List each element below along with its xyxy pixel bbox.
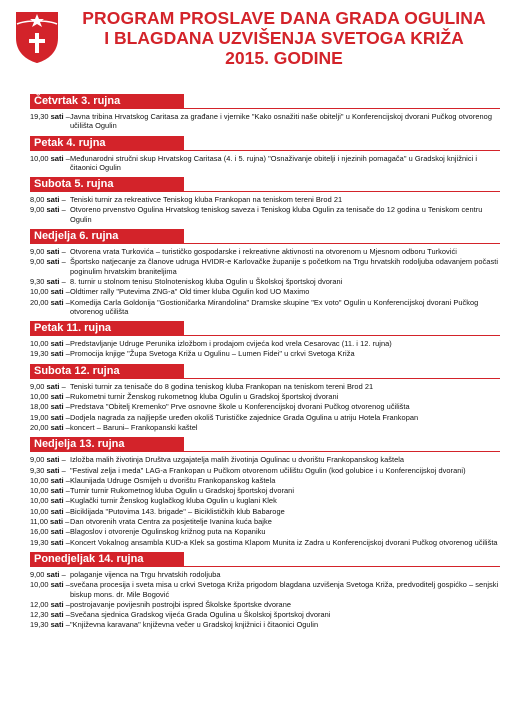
event-time: 9,00 sati – [30, 569, 66, 579]
event-time-value: 16,00 [30, 527, 49, 537]
event-time-value: 11,00 [30, 517, 48, 527]
day-section [30, 136, 500, 175]
event-row [30, 382, 500, 391]
event-time-unit: sati [46, 381, 60, 391]
event-time-value: 19,30 [30, 537, 49, 547]
event-time-value: 20,00 [30, 297, 49, 307]
event-time: 19,30 sati – [30, 112, 70, 121]
event-time-value: 10,00 [30, 475, 49, 485]
day-heading: Ponedjeljak 14. rujna [30, 552, 184, 567]
event-row [30, 455, 500, 464]
event-list [30, 336, 500, 361]
event-description: Biciklijada "Putovima 143. brigade" – Biciklističkih klub Babaroge [70, 506, 285, 516]
event-time: 10,00 sati – [30, 392, 70, 402]
event-time: 9,00 sati – [30, 455, 66, 465]
event-description: Predstavljanje Udruge Perunika izložbom i prodajom cvijeća kod vrela Cesarovac (11. i 12. rujna) [70, 339, 392, 349]
event-time-value: 9,00 [30, 205, 45, 215]
event-description: Otvorena vrata Turkovića – turističko gospodarske i rekreativne aktivnosti na otvorenom u Mjesnom odboru Turkovići [70, 247, 457, 257]
event-time-unit: sati [50, 287, 64, 297]
title-line-3: 2015. GODINE [225, 48, 343, 68]
event-time-value: 10,00 [30, 486, 49, 496]
event-time: 19,30 sati – [30, 620, 70, 630]
event-time-value: 9,00 [30, 247, 45, 257]
day-heading: Nedjelja 13. rujna [30, 437, 184, 452]
event-time: 9,00 sati – [30, 247, 66, 257]
event-time-unit: sati [50, 486, 64, 496]
event-description: Rukometni turnir Ženskog rukometnog kluba Ogulin u Gradskoj športskoj dvorani [70, 392, 339, 402]
event-time-unit: sati [46, 247, 60, 257]
event-list [30, 109, 500, 133]
event-row [30, 580, 500, 599]
event-time: 9,00 sati – [30, 257, 66, 267]
event-time: 19,30 sati – [30, 349, 70, 359]
event-time: 10,00 sati – [30, 287, 70, 297]
event-time: 10,00 sati – [30, 153, 70, 163]
event-time: 9,00 sati – [30, 381, 66, 391]
event-row [30, 517, 500, 526]
event-row [30, 298, 500, 317]
event-description: Klaunijada Udruge Osmijeh u dvorištu Frankopanskog kaštela [70, 475, 276, 485]
event-time-unit: sati [50, 610, 64, 620]
day-section [30, 177, 500, 226]
event-description: "Književna karavana" književna večer u Gradskoj knjižnici i čitaonici Ogulin [70, 620, 319, 630]
event-time: 20,00 sati – [30, 297, 70, 307]
event-time-unit: sati [46, 205, 60, 215]
day-heading: Četvrtak 3. rujna [30, 94, 184, 109]
event-time-value: 9,00 [30, 381, 45, 391]
event-time: 20,00 sati – [30, 422, 70, 432]
event-time-value: 10,00 [30, 287, 49, 297]
event-time-value: 19,30 [30, 349, 49, 359]
event-time-value: 9,30 [30, 465, 45, 475]
event-time: 19,00 sati – [30, 412, 70, 422]
event-description: postrojavanje povijesnih postrojbi ispred Školske športske dvorane [70, 599, 292, 609]
event-row [30, 527, 500, 536]
day-heading: Subota 5. rujna [30, 177, 184, 192]
event-description: Komedija Carla Goldonija "Gostioničarka Mirandolina" Dramske skupine "Ex voto" Ogulin u Konferencijskoj dvorani Pučkog otvorenog učilišta [70, 297, 479, 316]
event-description: Teniski turnir za tenisače do 8 godina teniskog kluba Frankopan na teniskom tereni Brod 21 [70, 381, 374, 391]
event-time: 9,00 sati – [30, 205, 66, 215]
event-time: 18,00 sati – [30, 402, 70, 412]
event-description: Koncert Vokalnog ansambla KUD-a Klek sa gostima Klapom Munita iz Zadra u Konferencijskoj dvorani Pučkog otvorenog učilišta [70, 537, 498, 547]
event-time-unit: sati [46, 276, 60, 286]
event-time-value: 8,00 [30, 195, 45, 205]
event-row [30, 620, 500, 629]
event-list [30, 567, 500, 632]
header [0, 0, 510, 88]
event-description: Otvoreno prvenstvo Ogulina Hrvatskog teniskog saveza i Teniskog kluba Ogulin za tenisače do 12 godina u Teniskom centru Ogulin [70, 205, 483, 224]
event-row [30, 277, 500, 286]
coat-of-arms-icon [14, 10, 60, 64]
event-description: Športsko natjecanje za članove udruga HVIDR-e Karlovačke županije s početkom na Trgu hrvatskih rodoljuba odavanjem počasti poginulim hrvatskim braniteljima [70, 257, 499, 276]
day-section [30, 437, 500, 549]
event-time-unit: sati [46, 257, 60, 267]
event-time-unit: sati [50, 112, 64, 121]
event-time: 10,00 sati – [30, 486, 70, 496]
event-time-unit: sati [50, 517, 64, 527]
event-time-unit: sati [50, 527, 64, 537]
event-row [30, 349, 500, 358]
event-time: 10,00 sati – [30, 475, 70, 485]
event-time-unit: sati [50, 392, 64, 402]
day-heading: Petak 4. rujna [30, 136, 184, 151]
event-time-unit: sati [50, 297, 64, 307]
event-time-unit: sati [50, 580, 64, 590]
event-row [30, 570, 500, 579]
event-row [30, 413, 500, 422]
event-time-value: 12,30 [30, 610, 49, 620]
event-description: polaganje vijenca na Trgu hrvatskih rodoljuba [70, 569, 221, 579]
event-time-unit: sati [50, 496, 64, 506]
day-heading: Subota 12. rujna [30, 364, 184, 379]
event-time-unit: sati [46, 195, 60, 205]
event-row [30, 610, 500, 619]
event-list [30, 379, 500, 434]
event-time-value: 18,00 [30, 402, 49, 412]
event-list [30, 192, 500, 226]
event-time-value: 10,00 [30, 496, 49, 506]
event-row [30, 423, 500, 432]
event-description: Oldtimer rally "Putevima ZNG-a" Old timer kluba Ogulin kod UO Maximo [70, 287, 310, 297]
event-time-unit: sati [50, 475, 64, 485]
event-description: Promocija knjige "Župa Svetoga Križa u Ogulinu – Lumen Fidei" u crkvi Svetoga Križa [70, 349, 355, 359]
event-list [30, 244, 500, 318]
event-time-unit: sati [50, 402, 64, 412]
event-row [30, 339, 500, 348]
event-time-value: 20,00 [30, 422, 49, 432]
event-time-unit: sati [50, 537, 64, 547]
event-time-unit: sati [50, 422, 64, 432]
event-list [30, 452, 500, 549]
event-description: Javna tribina Hrvatskog Caritasa za građane i vjernike "Kako osnažiti naše obitelji" u Konferencijskoj dvorani Pučkog otvorenog učilišta Ogulin [70, 112, 492, 131]
event-time-unit: sati [50, 339, 64, 349]
event-time-unit: sati [50, 599, 64, 609]
title-line-2: I BLAGDANA UZVIŠENJA SVETOGA KRIŽA [104, 28, 464, 48]
day-section [30, 364, 500, 434]
event-description: Svečana sjednica Gradskog vijeća Grada Ogulina u Školskoj športskoj dvorani [70, 610, 331, 620]
event-description: koncert – Baruni– Frankopanski kaštel [70, 422, 198, 432]
event-time-unit: sati [46, 455, 60, 465]
event-time-unit: sati [50, 153, 64, 163]
event-row [30, 507, 500, 516]
event-list [30, 151, 500, 175]
event-time: 10,00 sati – [30, 339, 70, 349]
event-time: 12,30 sati – [30, 610, 70, 620]
event-time-value: 19,00 [30, 412, 49, 422]
event-time: 10,00 sati – [30, 496, 70, 506]
event-description: svečana procesija i sveta misa u crkvi Svetoga Križa prigodom blagdana uzvišenja Svetoga Križa, predvoditelj gospićko – senjski biskup mons. dr. Mile Bogović [70, 580, 499, 599]
day-section [30, 552, 500, 632]
event-row [30, 600, 500, 609]
event-time-unit: sati [46, 465, 60, 475]
event-time-value: 10,00 [30, 339, 49, 349]
event-description: "Festival zelja i meda" LAG-a Frankopan u Pučkom otvorenom učilištu Ogulin (kod golubice i u Konferencijskoj dvorani) [70, 465, 466, 475]
page-title [74, 8, 494, 68]
event-time: 12,00 sati – [30, 599, 70, 609]
event-description: Predstava "Obitelj Kremenko" Prve osnovne škole u Konferencijskoj dvorani Pučkog otvorenog učilišta [70, 402, 410, 412]
event-row [30, 496, 500, 505]
event-time-value: 12,00 [30, 599, 49, 609]
event-time-value: 10,00 [30, 506, 49, 516]
event-description: Dodjela nagrada za najljepše uređen okoliš Turističke zajednice Grada Ogulina u atriju Hotela Frankopan [70, 412, 419, 422]
event-time: 16,00 sati – [30, 527, 70, 537]
event-time-value: 9,00 [30, 455, 45, 465]
event-row [30, 247, 500, 256]
day-section [30, 321, 500, 361]
title-line-1: PROGRAM PROSLAVE DANA GRADA OGULINA [82, 8, 486, 28]
event-row [30, 257, 500, 276]
event-time-unit: sati [50, 620, 64, 630]
event-time-value: 19,30 [30, 112, 49, 121]
event-description: Blagoslov i otvorenje Ogulinskog križnog puta na Kopaniku [70, 527, 266, 537]
event-description: 8. turnir u stolnom tenisu Stolnoteniskog kluba Ogulin u Školskoj športskoj dvorani [70, 276, 343, 286]
event-time: 9,30 sati – [30, 276, 66, 286]
event-row [30, 392, 500, 401]
event-row [30, 486, 500, 495]
day-section [30, 94, 500, 133]
event-time: 9,30 sati – [30, 465, 66, 475]
event-row [30, 476, 500, 485]
event-time-unit: sati [46, 569, 60, 579]
event-description: Turnir turnir Rukometnog kluba Ogulin u Gradskoj športskoj dvorani [70, 486, 295, 496]
event-time-unit: sati [50, 412, 64, 422]
event-time-value: 10,00 [30, 153, 49, 163]
program-list [30, 94, 500, 635]
event-description: Izložba malih životinja Društva uzgajatelja malih životinja Ogulinac u dvorištu Frankopanskog kaštela [70, 455, 405, 465]
event-time-value: 9,30 [30, 276, 45, 286]
event-time: 10,00 sati – [30, 580, 70, 590]
event-time-unit: sati [50, 349, 64, 359]
event-row [30, 154, 500, 173]
event-time-value: 19,30 [30, 620, 49, 630]
event-description: Dan otvorenih vrata Centra za posjetitelje Ivanina kuća bajke [70, 517, 272, 527]
event-time-value: 9,00 [30, 569, 45, 579]
event-time-value: 10,00 [30, 580, 49, 590]
event-row [30, 466, 500, 475]
event-description: Teniski turnir za rekreativce Teniskog kluba Frankopan na teniskom tereni Brod 21 [70, 195, 343, 205]
event-time-value: 9,00 [30, 257, 45, 267]
event-time: 19,30 sati – [30, 537, 70, 547]
event-row [30, 195, 500, 204]
event-time: 11,00 sati – [30, 517, 70, 527]
event-row [30, 112, 500, 131]
event-time-value: 10,00 [30, 392, 49, 402]
event-row [30, 402, 500, 411]
event-time: 8,00 sati – [30, 195, 66, 205]
day-section [30, 229, 500, 318]
event-row [30, 287, 500, 296]
event-time: 10,00 sati – [30, 506, 70, 516]
event-description: Kuglački turnir Ženskog kuglačkog kluba Ogulin u kuglani Klek [70, 496, 277, 506]
day-heading: Petak 11. rujna [30, 321, 184, 336]
event-row [30, 205, 500, 224]
event-time-unit: sati [50, 506, 64, 516]
event-description: Međunarodni stručni skup Hrvatskog Caritasa (4. i 5. rujna) "Osnaživanje obitelji i njezinih pomagača" u Gradskoj knjižnici i čitaonici Ogulin [70, 153, 478, 172]
event-row [30, 538, 500, 547]
day-heading: Nedjelja 6. rujna [30, 229, 184, 244]
